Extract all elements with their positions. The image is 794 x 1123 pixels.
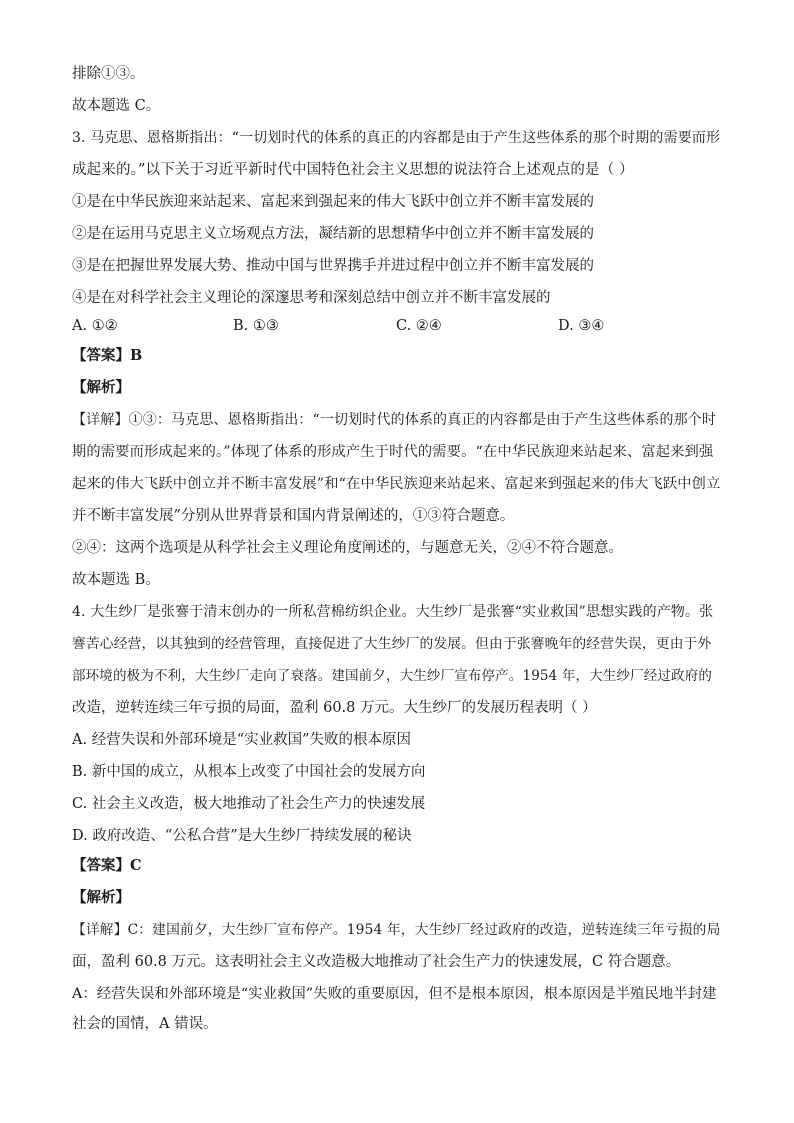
q3-detail-line-1: 【详解】①③：马克思、恩格斯指出：“一切划时代的体系的真正的内容都是由于产生这些体系的那个时	[72, 412, 717, 428]
q4-detail-line-1: 【详解】C：建国前夕，大生纱厂宣布停产。1954 年，大生纱厂经过政府的改造，逆转连续三年亏损的局	[72, 922, 721, 938]
q4-option-a: A. 经营失误和外部环境是“实业救国”失败的根本原因	[72, 732, 412, 748]
q3-statement-4: ④是在对科学社会主义理论的深邃思考和深刻总结中创立并不断丰富发展的	[72, 290, 551, 306]
q3-stem-line-1: 3. 马克思、恩格斯指出：“一切划时代的体系的真正的内容都是由于产生这些体系的那个时期的需要而形	[72, 130, 721, 146]
q4-stem-line-1: 4. 大生纱厂是张謇于清末创办的一所私营棉纺织企业。大生纱厂是张謇“实业救国”思想实践的产物。张	[72, 604, 714, 620]
q3-detail-line-4: 并不断丰富发展”分别从世界背景和国内背景阐述的，①③符合题意。	[72, 508, 515, 524]
q4-option-c: C. 社会主义改造，极大地推动了社会生产力的快速发展	[72, 796, 426, 812]
q3-detail-line-2: 期的需要而形成起来的。”体现了体系的形成产生于时代的需要。“在中华民族迎来站起来、富起来到强	[72, 444, 714, 460]
q4-option-d: D. 政府改造、“公私合营”是大生纱厂持续发展的秘诀	[72, 828, 412, 844]
q4-detail-line-2: 面，盈利 60.8 万元。这表明社会主义改造极大地推动了社会生产力的快速发展，C 符合题意。	[72, 954, 681, 970]
q3-option-c: C. ②④	[396, 318, 442, 334]
q4-stem-line-2: 謇苦心经营，以其独到的经营管理，直接促进了大生纱厂的发展。但由于张謇晚年的经营失误，更由于外	[72, 636, 712, 652]
prev-answer-line: 故本题选 C。	[72, 98, 161, 114]
q3-detail-line-6: 故本题选 B。	[72, 572, 160, 588]
q4-detail-line-4: 社会的国情，A 错误。	[72, 1016, 218, 1032]
q3-statement-1: ①是在中华民族迎来站起来、富起来到强起来的伟大飞跃中创立并不断丰富发展的	[72, 194, 594, 210]
q4-option-b: B. 新中国的成立，从根本上改变了中国社会的发展方向	[72, 764, 426, 780]
q4-analysis-heading: 【解析】	[72, 889, 130, 906]
q4-detail-line-3: A：经营失误和外部环境是“实业救国”失败的重要原因，但不是根本原因，根本原因是半殖民地半封建	[72, 986, 717, 1002]
q3-answer: 【答案】B	[72, 347, 143, 364]
q4-stem-line-4: 改造，逆转连续三年亏损的局面，盈利 60.8 万元。大生纱厂的发展历程表明（ ）	[72, 700, 597, 716]
q3-option-d: D. ③④	[558, 318, 605, 334]
q3-statement-2: ②是在运用马克思主义立场观点方法，凝结新的思想精华中创立并不断丰富发展的	[72, 226, 594, 242]
q4-stem-line-3: 部环境的极为不利，大生纱厂走向了衰落。建国前夕，大生纱厂宣布停产。1954 年，大生纱厂经过政府的	[72, 668, 712, 684]
q3-option-a: A. ①②	[72, 318, 118, 334]
q4-answer: 【答案】C	[72, 857, 142, 874]
q3-statement-3: ③是在把握世界发展大势、推动中国与世界携手并进过程中创立并不断丰富发展的	[72, 258, 594, 274]
q3-option-b: B. ①③	[233, 318, 279, 334]
q3-detail-line-5: ②④：这两个选项是从科学社会主义理论角度阐述的，与题意无关，②④不符合题意。	[72, 540, 623, 556]
q3-analysis-heading: 【解析】	[72, 379, 130, 396]
prev-conclusion-line: 排除①③。	[72, 66, 145, 82]
q3-detail-line-3: 起来的伟大飞跃中创立并不断丰富发展”和“在中华民族迎来站起来、富起来到强起来的伟大飞跃中创立	[72, 476, 721, 492]
q3-stem-line-2: 成起来的。”以下关于习近平新时代中国特色社会主义思想的说法符合上述观点的是（ ）	[72, 162, 634, 178]
